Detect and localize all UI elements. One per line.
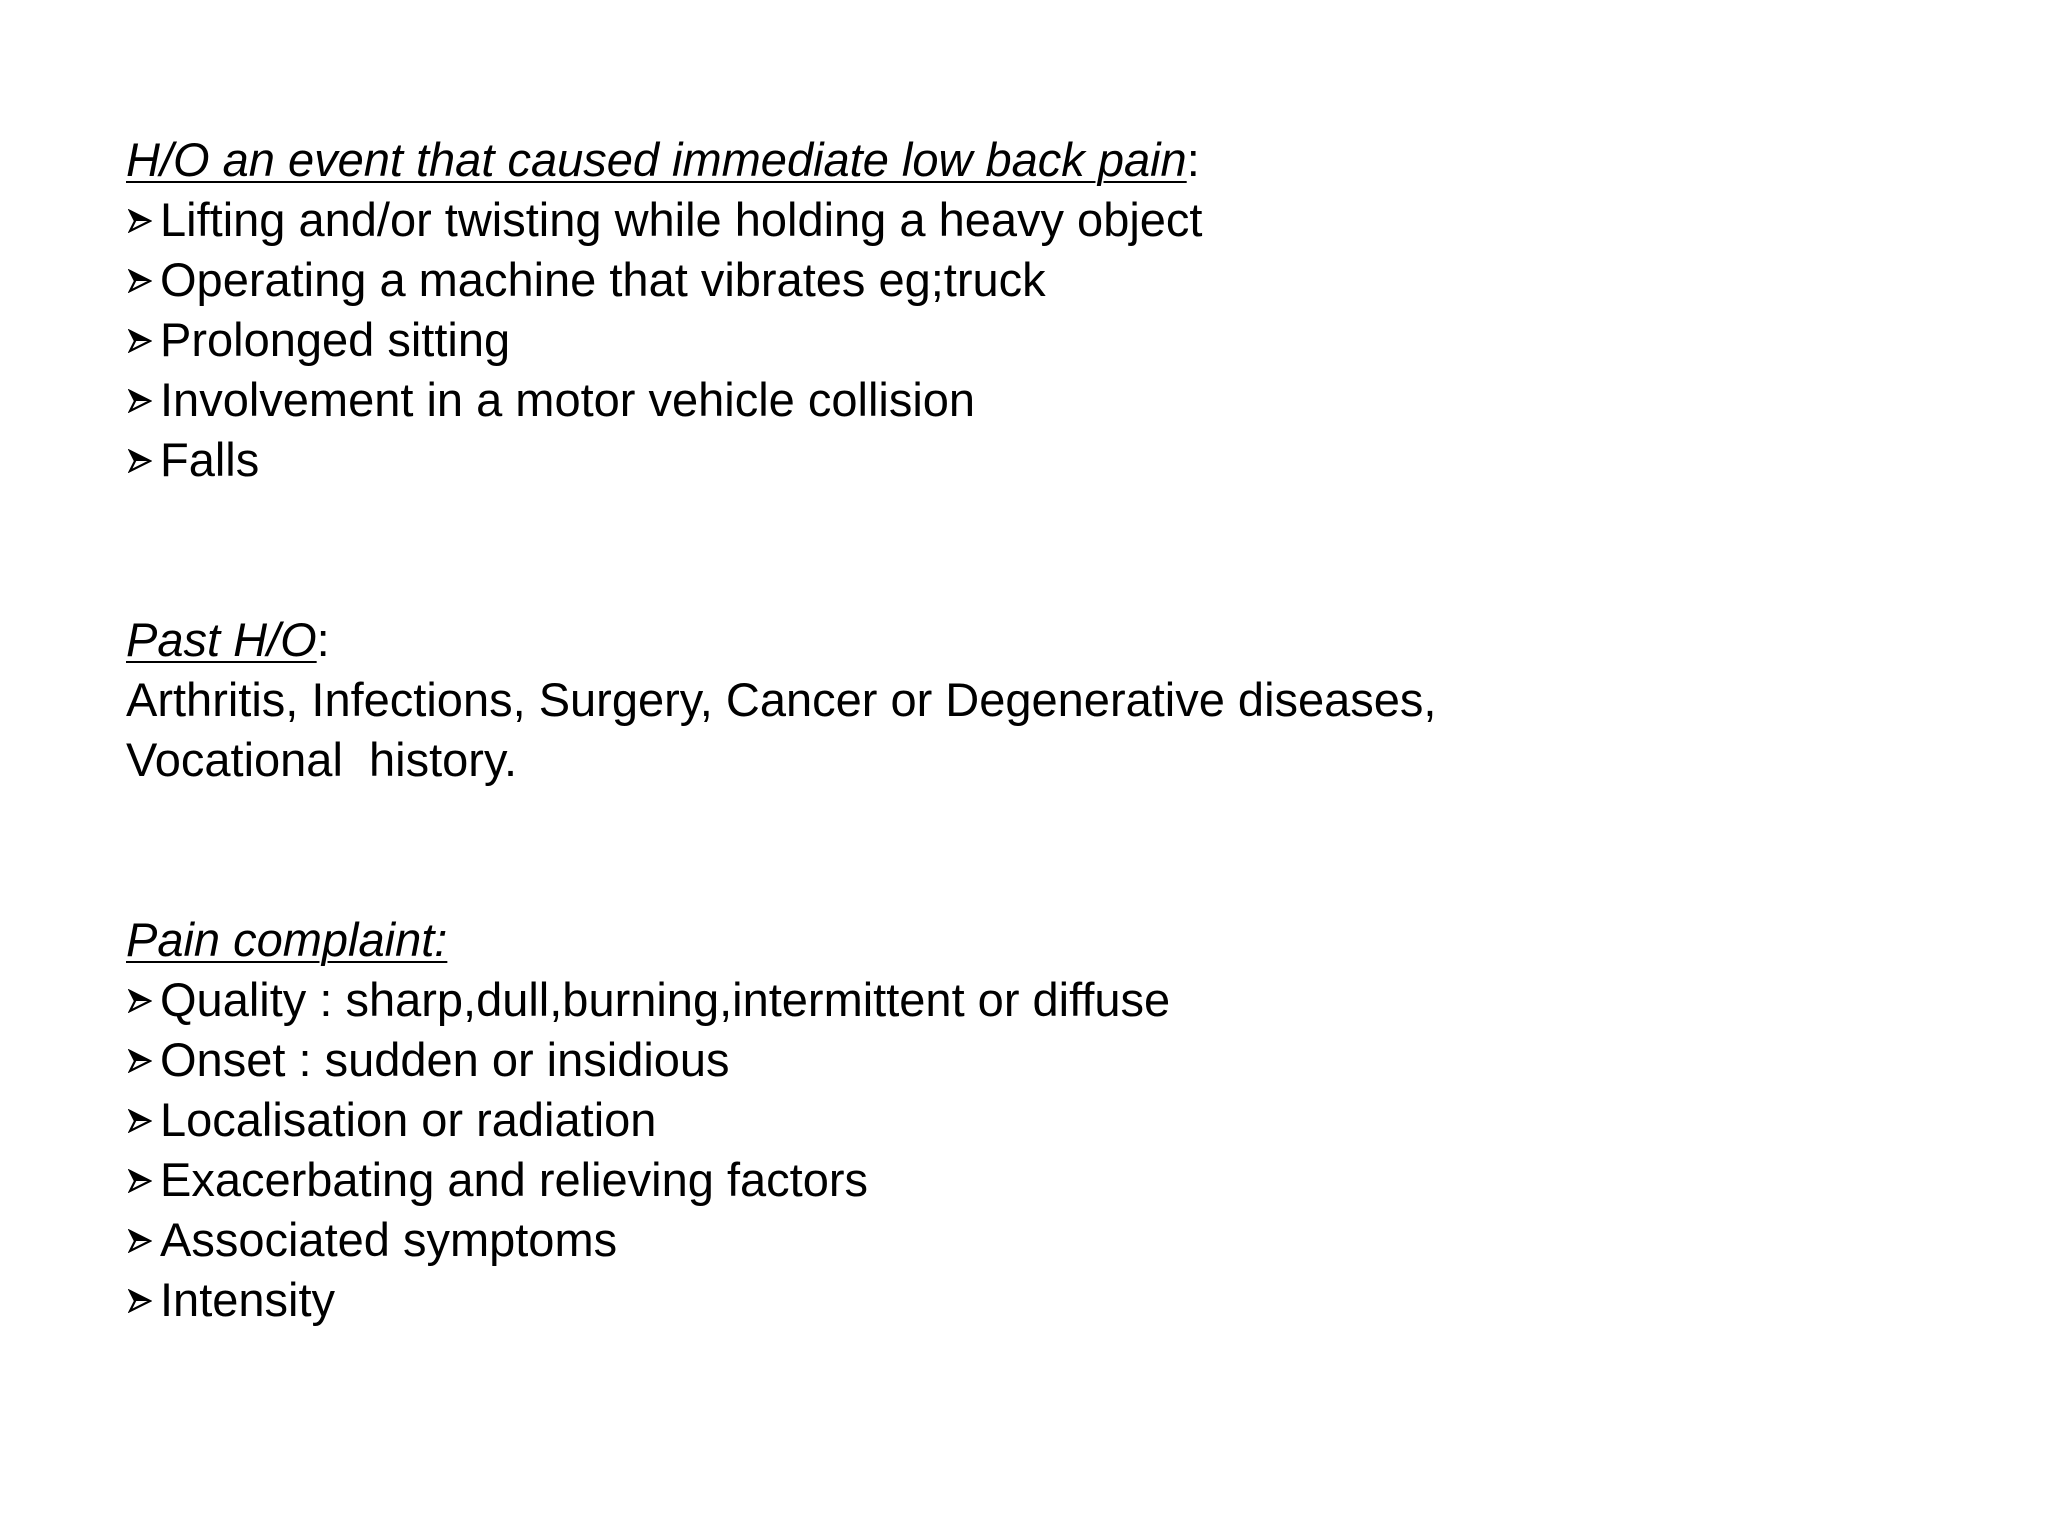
arrowhead-bullet-icon [126, 370, 160, 430]
arrowhead-bullet-icon [126, 250, 160, 310]
pain-complaint-section [126, 910, 1926, 1330]
heading-colon: : [316, 613, 330, 666]
list-item-text: Associated symptoms [160, 1213, 618, 1266]
arrowhead-bullet-icon [126, 1210, 160, 1270]
arrowhead-bullet-icon [126, 430, 160, 490]
section-heading [126, 130, 1926, 190]
arrowhead-bullet-icon [126, 190, 160, 250]
list-item [126, 310, 1926, 370]
heading-text: Pain complaint: [126, 913, 448, 966]
past-history-section [126, 610, 1926, 790]
list-item-text: Quality : sharp,dull,burning,intermittent or diffuse [160, 973, 1171, 1026]
list-item [126, 970, 1926, 1030]
list-item [126, 1150, 1926, 1210]
list-item [126, 1270, 1926, 1330]
section-heading [126, 610, 1926, 670]
section-heading [126, 910, 1926, 970]
list-item-text: Onset : sudden or insidious [160, 1033, 730, 1086]
heading-colon: : [1186, 133, 1200, 186]
event-history-section [126, 130, 1926, 490]
arrowhead-bullet-icon [126, 310, 160, 370]
list-item-text: Involvement in a motor vehicle collision [160, 373, 976, 426]
heading-text: H/O an event that caused immediate low back pain [126, 133, 1187, 186]
list-item [126, 1090, 1926, 1150]
list-item-text: Intensity [160, 1273, 336, 1326]
list-item [126, 430, 1926, 490]
paragraph-line: Arthritis, Infections, Surgery, Cancer or Degenerative diseases, [126, 673, 1437, 726]
list-item-text: Prolonged sitting [160, 313, 511, 366]
arrowhead-bullet-icon [126, 1030, 160, 1090]
arrowhead-bullet-icon [126, 1090, 160, 1150]
list-item-text: Localisation or radiation [160, 1093, 657, 1146]
list-item [126, 370, 1926, 430]
list-item [126, 190, 1926, 250]
list-item-text: Falls [160, 433, 260, 486]
heading-text: Past H/O [126, 613, 317, 666]
list-item [126, 1030, 1926, 1090]
list-item-text: Operating a machine that vibrates eg;truck [160, 253, 1046, 306]
list-item-text: Lifting and/or twisting while holding a heavy object [160, 193, 1203, 246]
arrowhead-bullet-icon [126, 970, 160, 1030]
arrowhead-bullet-icon [126, 1150, 160, 1210]
arrowhead-bullet-icon [126, 1270, 160, 1330]
list-item-text: Exacerbating and relieving factors [160, 1153, 869, 1206]
list-item [126, 1210, 1926, 1270]
paragraph-line: Vocational history. [126, 733, 518, 786]
list-item [126, 250, 1926, 310]
